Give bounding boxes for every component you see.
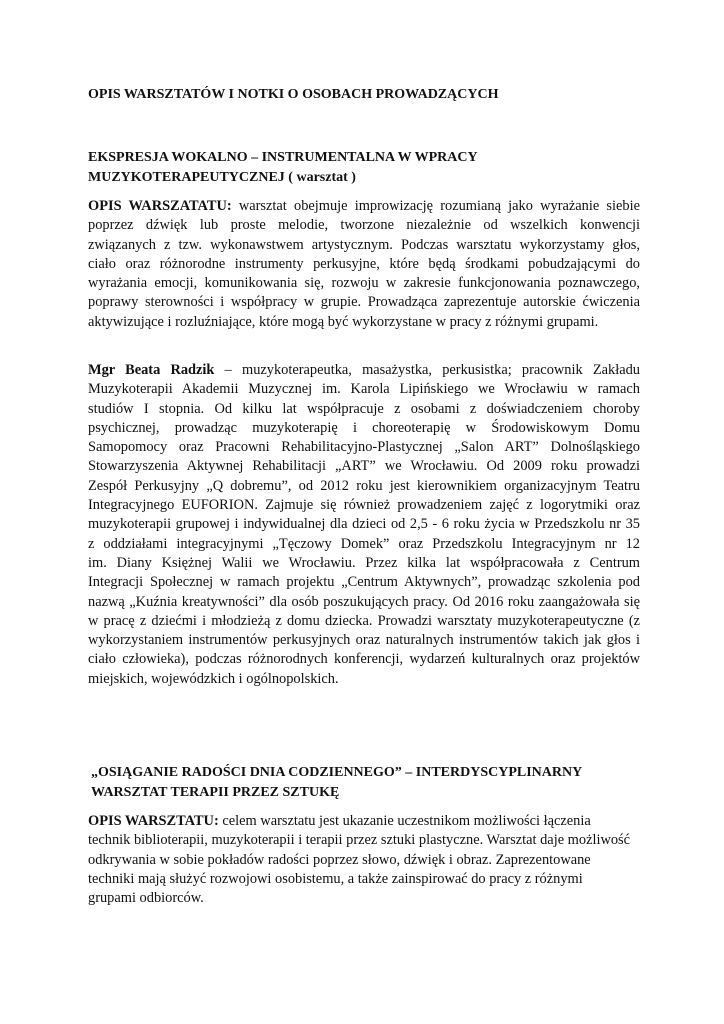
workshop1-desc-label: OPIS WARSZATATU:: [88, 198, 232, 214]
bio-line: Muzykoterapii Akademii Muzycznej im. Karola Lipińskiego we Wrocławiu w ramach: [88, 381, 640, 398]
bio-line: wykorzystaniem instrumentów perkusyjnych oraz naturalnych instrumentów takich jak głos i: [88, 632, 640, 649]
workshop1-title-line2: MUZYKOTERAPEUTYCZNEJ ( warsztat ): [88, 170, 356, 185]
workshop1-title: [88, 148, 640, 188]
workshop2-desc-line: techniki mają służyć rozwojowi osobistemu, a także zainspirować do pracy z różnymi: [88, 870, 583, 887]
workshop2-title-line2: WARSZTAT TERAPII PRZEZ SZTUKĘ: [91, 785, 340, 800]
workshop2-description: [88, 812, 640, 908]
workshop1-desc-line: aktywizujące i rozluźniające, które mogą być wykorzystane w pracy z różnymi grupami.: [88, 313, 599, 330]
main-title: OPIS WARSZTATÓW I NOTKI O OSOBACH PROWADZĄCYCH: [88, 87, 499, 102]
bio-line: nazwą „Kuźnia kreatywności” dla osób poszukujących pracy. Od 2016 roku zaangażowała się: [88, 593, 640, 610]
workshop1-desc-line: poprawy sterowności i współpracy w grupie. Prowadząca zaprezentuje autorskie ćwiczenia: [88, 294, 640, 311]
bio-line: im. Diany Księżnej Walii we Wrocławiu. Przez kilka lat współpracowała z Centrum: [88, 554, 640, 571]
workshop2-title-line1: „OSIĄGANIE RADOŚCI DNIA CODZIENNEGO” – INTERDYSCYPLINARNY: [91, 765, 583, 780]
bio-line: Samopomocy oraz Pracowni Rehabilitacyjno-Plastycznej „Salon ART” Dolnośląskiego: [88, 439, 640, 456]
bio-line: z oddziałami integracyjnymi „Tęczowy Domek” oraz Przedszkolu Integracyjnym nr 12: [88, 535, 640, 552]
workshop1-desc-line: poprzez dźwięk lub proste melodie, tworzone niezależnie od wszelkich konwencji: [88, 217, 640, 234]
workshop2-desc-line: odkrywania w sobie pokładów radości poprzez słowo, dźwięk i obraz. Zaprezentowane: [88, 851, 591, 868]
workshop2-desc-line: technik biblioterapii, muzykoterapii i terapii przez sztuki plastyczne. Warsztat daje możliwość: [88, 832, 631, 849]
workshop2-title: [91, 763, 643, 803]
workshop2-desc-label: OPIS WARSZTATU:: [88, 813, 219, 829]
bio-line: miejskich, wojewódzkich i ogólnopolskich.: [88, 670, 339, 687]
bio-line: w pracę z dziećmi i młodzieżą z domu dziecka. Prowadzi warsztaty muzykoterapeutyczne (z: [88, 612, 640, 629]
bio-name: Mgr Beata Radzik: [88, 362, 215, 378]
workshop1-description: [88, 197, 640, 332]
bio-line: Integracyjnego EUFORION. Zajmuje się również prowadzeniem zajęć z logorytmiki oraz: [88, 497, 640, 514]
bio-line: Stowarzyszenia Aktywnej Rehabilitacji „ART” we Wrocławiu. Od 2009 roku prowadzi: [88, 458, 640, 475]
bio-line: ciało człowieka), podczas różnorodnych konferencji, wydarzeń kulturalnych oraz projektów: [88, 651, 640, 668]
bio-line: muzykoterapii grupowej i indywidualnej dla dzieci od 2,5 - 6 roku życia w Przedszkolu nr 35: [88, 516, 640, 533]
workshop1-desc-line: OPIS WARSZATATU: warsztat obejmuje improwizację rozumianą jako wyrażanie siebie: [88, 198, 641, 214]
workshop1-desc-line: ciało oraz różnorodne instrumenty perkusyjne, które będą środkami pobudzającymi do: [88, 255, 640, 272]
bio-line: Mgr Beata Radzik – muzykoterapeutka, masażystka, perkusistka; pracownik Zakładu: [88, 362, 641, 378]
bio-line: psychicznej, prowadząc muzykoterapię i choreoterapię w Środowiskowym Domu: [88, 419, 640, 436]
workshop1-title-line1: EKSPRESJA WOKALNO – INSTRUMENTALNA W WPRACY: [88, 150, 478, 165]
bio-paragraph: [88, 361, 640, 689]
workshop1-desc-line: związanych z tzw. wykonawstwem artystycznym. Podczas warsztatu wykorzystamy głos,: [88, 236, 640, 253]
bio-line: Zespół Perkusyjny „Q dobremu”, od 2012 roku jest kierownikiem organizacyjnym Teatru: [88, 477, 640, 494]
bio-line: Integracji Społecznej w ramach projektu „Centrum Aktywnych”, prowadząc szkolenia pod: [88, 574, 640, 591]
workshop2-desc-line: grupami odbiorców.: [88, 890, 204, 907]
bio-line: studiów I stopnia. Od kilku lat współpracuje z osobami z doświadczeniem choroby: [88, 400, 640, 417]
workshop1-desc-line: wyrażania emocji, komunikowania się, rozwoju w zakresie funkcjonowania poznawczego,: [88, 275, 640, 292]
workshop2-desc-line: OPIS WARSZTATU: celem warsztatu jest ukazanie uczestnikom możliwości łączenia: [88, 813, 591, 829]
